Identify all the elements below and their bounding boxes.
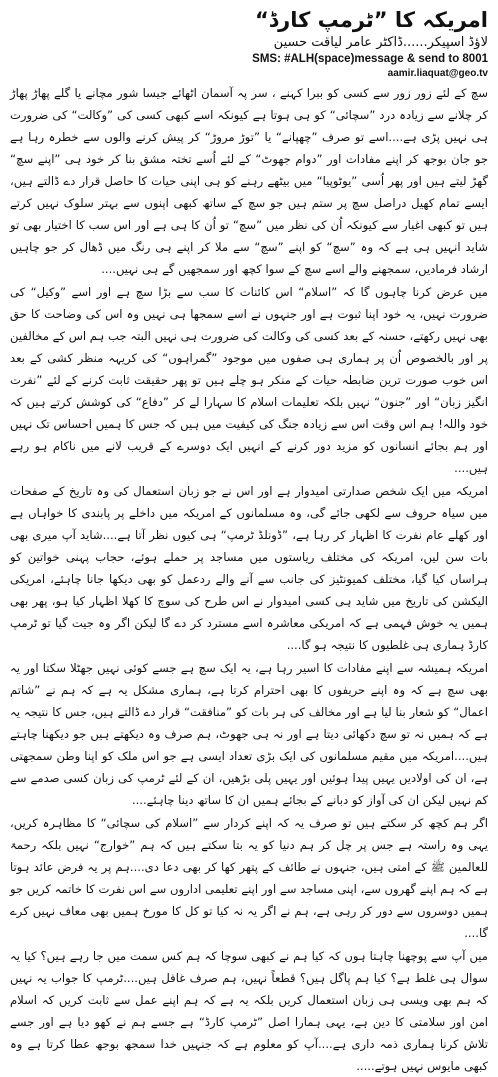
article-paragraph: میں آپ سے پوچھنا چاہتا ہوں کہ کیا ہم نے کبھی سوچا کہ ہم کس سمت میں جا رہے ہیں؟ کیا یہ سوال ہی غلط ہے؟ کیا ہم پاگل ہیں؟ قطعاً نہیں، ہم صرف غافل ہیں....ٹرمپ کا جواب یہ نہیں کہ ہم بھی ویسی ہی زبان استعمال کریں بلکہ یہ ہے کہ ہم اپنے عمل سے ثابت کریں کہ اسلام امن اور سلامتی کا دین ہے، یہی ہمارا اصل ”ٹرمپ کارڈ“ ہے جسے ہم نے کھو دیا ہے اور جسے تلاش کرنا ہماری ذمہ داری ہے....آپ کو معلوم ہے کہ جنہیں خدا سمجھ بوجھ عطا کرتا ہے وہ کبھی مایوس نہیں ہوتے..... [10, 949, 488, 1073]
article-paragraph: سچ کے لئے زور زور سے کسی کو ببرا کہنے ، سر پہ آسمان اٹھائے جیسا شور مچانے یا گلے پھاڑ پھاڑ کر چلانے سے زیادہ درد ”سچائی“ کو ہی ہوتا ہے کیونکہ اسے کبھی کسی کی ”وکالت“ کی ضرورت ہی نہیں پڑی ہے....اسے تو صرف ”چھپانے“ یا ”توڑ مروڑ“ کر پیش کرنے والوں سے خطرہ رہا ہے جو جان بوجھ کر اپنے مفادات اور ”دوام جھوٹ“ کے لئے اُسے تختہ مشق بنا کر خود ہی ”اپنے سچ“ گھڑ لیتے ہیں اور پھر اُسی ”یوٹوپیا“ میں بیٹھے رہنے کو ہی اپنی حیات کا حاصل قرار دے ڈالتے ہیں، ایسے تمام کھیل دراصل سچ پر ستم ہیں جو سچ کے ساتھ کبھی اپنوں سے بہتر سلوک نہیں کرتے ہیں تو کبھی اغیار سے کیونکہ اُن کی نظر میں ”سچ“ تو اُن کا ہی ہے اور اس سب کا اختیار بھی تو شاید انہیں ہی ہے کہ وہ ”سچ“ کو اپنے ”سچ“ سے ملا کر اپنے ہی رنگ میں ڈھال کر جو چاہیں ارشاد فرمادیں، سمجھنے والے اسے سچ کے سوا کچھ اور سمجھیں گے ہی نہیں.... [10, 86, 488, 276]
sms-contact: SMS: #ALH(space)message & send to 8001 [252, 53, 488, 65]
article-header [10, 6, 488, 80]
article-paragraph: امریکہ ہمیشہ سے اپنے مفادات کا اسیر رہا ہے، یہ ایک سچ ہے جسے کوئی نہیں جھٹلا سکتا اور یہ بھی سچ ہے کہ وہ اپنے حریفوں کا بھی احترام کرتا ہے، ہماری مشکل یہ ہے کہ ہم نے ”شاتم اعمال“ کو شعار بنا لیا ہے اور مخالف کی ہر بات کو ”منافقت“ قرار دے ڈالتے ہیں، جس کا نتیجہ یہ ہے کہ ہمیں نہ تو سچ دکھائی دیتا ہے اور نہ ہی جھوٹ، ہم صرف وہ دیکھتے ہیں جو دیکھنا چاہتے ہیں....امریکہ میں مقیم مسلمانوں کی ایک بڑی تعداد ایسی ہے جو اس ملک کو اپنا وطن سمجھتی ہے، ان کی اولادیں یہیں پیدا ہوئیں اور یہیں پلی بڑھیں، ان کے لئے ٹرمپ کی زبان کسی صدمے سے کم نہیں لیکن ان کی آواز کو دبانے کے بجائے ہمیں ان کا ساتھ دینا چاہئے.... [10, 661, 488, 807]
article-title: امریکہ کا ”ٹرمپ کارڈ“ [254, 8, 488, 32]
article-body [10, 82, 488, 1077]
email-contact: aamir.liaquat@geo.tv [387, 68, 488, 79]
article-paragraph: میں عرض کرنا چاہوں گا کہ ”اسلام“ اس کائنات کا سب سے بڑا سچ ہے اور اسے ”وکیل“ کی ضرورت نہیں، یہ خود اپنا ثبوت ہے اور جنہوں نے اسے سمجھا ہی نہیں وہ اس کی وضاحت کا حق بھی نہیں رکھتے، حسنہ کے بعد کسی کی وکالت کی ضرورت ہی نہیں البتہ جب ہم اس کے مخالفین پر اور بالخصوص اُن پر ہماری ہی صفوں میں موجود ”گمراہوں“ کی کریہہ منظر کشی کے بعد اس خوب صورت ترین ضابطہ حیات کے منکر ہو چلے ہیں تو پھر حقیقت ثابت کرنے کے لئے ”نفرت انگیز زبان“ اور ”جنون“ نہیں بلکہ تعلیمات اسلام کا سہارا لے کر ”دفاع“ کی کوشش کرتے ہیں کہ خود واللہ! ہم اس وقت اس سے زیادہ جنگ کی کیفیت میں ہیں کہ جس کا ہمیں احساس تک نہیں اور ہم بجائے انسانوں کو مزید دور کرنے کے انہیں ایک دوسرے کے قریب لانے میں ناکام ہو رہے ہیں.... [10, 285, 488, 475]
article-paragraph: امریکہ میں ایک شخص صدارتی امیدوار ہے اور اس نے جو زبان استعمال کی وہ تاریخ کے صفحات میں سیاہ حروف سے لکھی جائے گی، وہ مسلمانوں کے امریکہ میں داخلے پر پابندی کا خواہاں ہے اور کھلے عام نفرت کا اظہار کر رہا ہے، ”ڈونلڈ ٹرمپ“ ہی کیوں نظر آتا ہے....شاید آپ میری بھی بات سن لیں، امریکہ کی مختلف ریاستوں میں مساجد پر حملے ہوئے، حجاب پہنی خواتین کو ہراساں کیا گیا، مختلف کمیونٹیز کی جانب سے آنے والے ردعمل کو بھی دیکھا جانا چاہئے، امریکی الیکشن کی تاریخ میں شاید ہی کسی امیدوار نے اس طرح کی سوچ کا کھلا اظہار کیا ہو، پھر بھی ہمیں یہ خوش فہمی ہے کہ امریکی معاشرہ اسے مسترد کر دے گا لیکن اگر وہ جیت گیا تو ٹرمپ کارڈ ہماری ہی غلطیوں کا نتیجہ ہو گا.... [10, 484, 488, 652]
article-byline: لاؤڈ اسپیکر......ڈاکٹر عامر لیاقت حسین [273, 35, 488, 50]
article-paragraph: اگر ہم کچھ کر سکتے ہیں تو صرف یہ کہ اپنے کردار سے ”اسلام کی سچائی“ کا مظاہرہ کریں، یہی وہ راستہ ہے جس پر چل کر ہم دنیا کو یہ بتا سکتے ہیں کہ ہم ”خوارج“ نہیں بلکہ رحمۃ للعالمین ﷺ کے امتی ہیں، جنہوں نے طائف کے پتھر کھا کر بھی دعا دی....ہم پر یہ فرض عائد ہوتا ہے کہ ہم اپنے گھروں سے، اپنی مساجد سے اور اپنے تعلیمی اداروں سے اس نفرت کا خاتمہ کریں جو ہمیں دوسروں سے دور کر رہی ہے، ہم نے اگر یہ نہ کیا تو کل کا مورخ ہمیں بھی معاف نہیں کرے گا.... [10, 816, 488, 940]
